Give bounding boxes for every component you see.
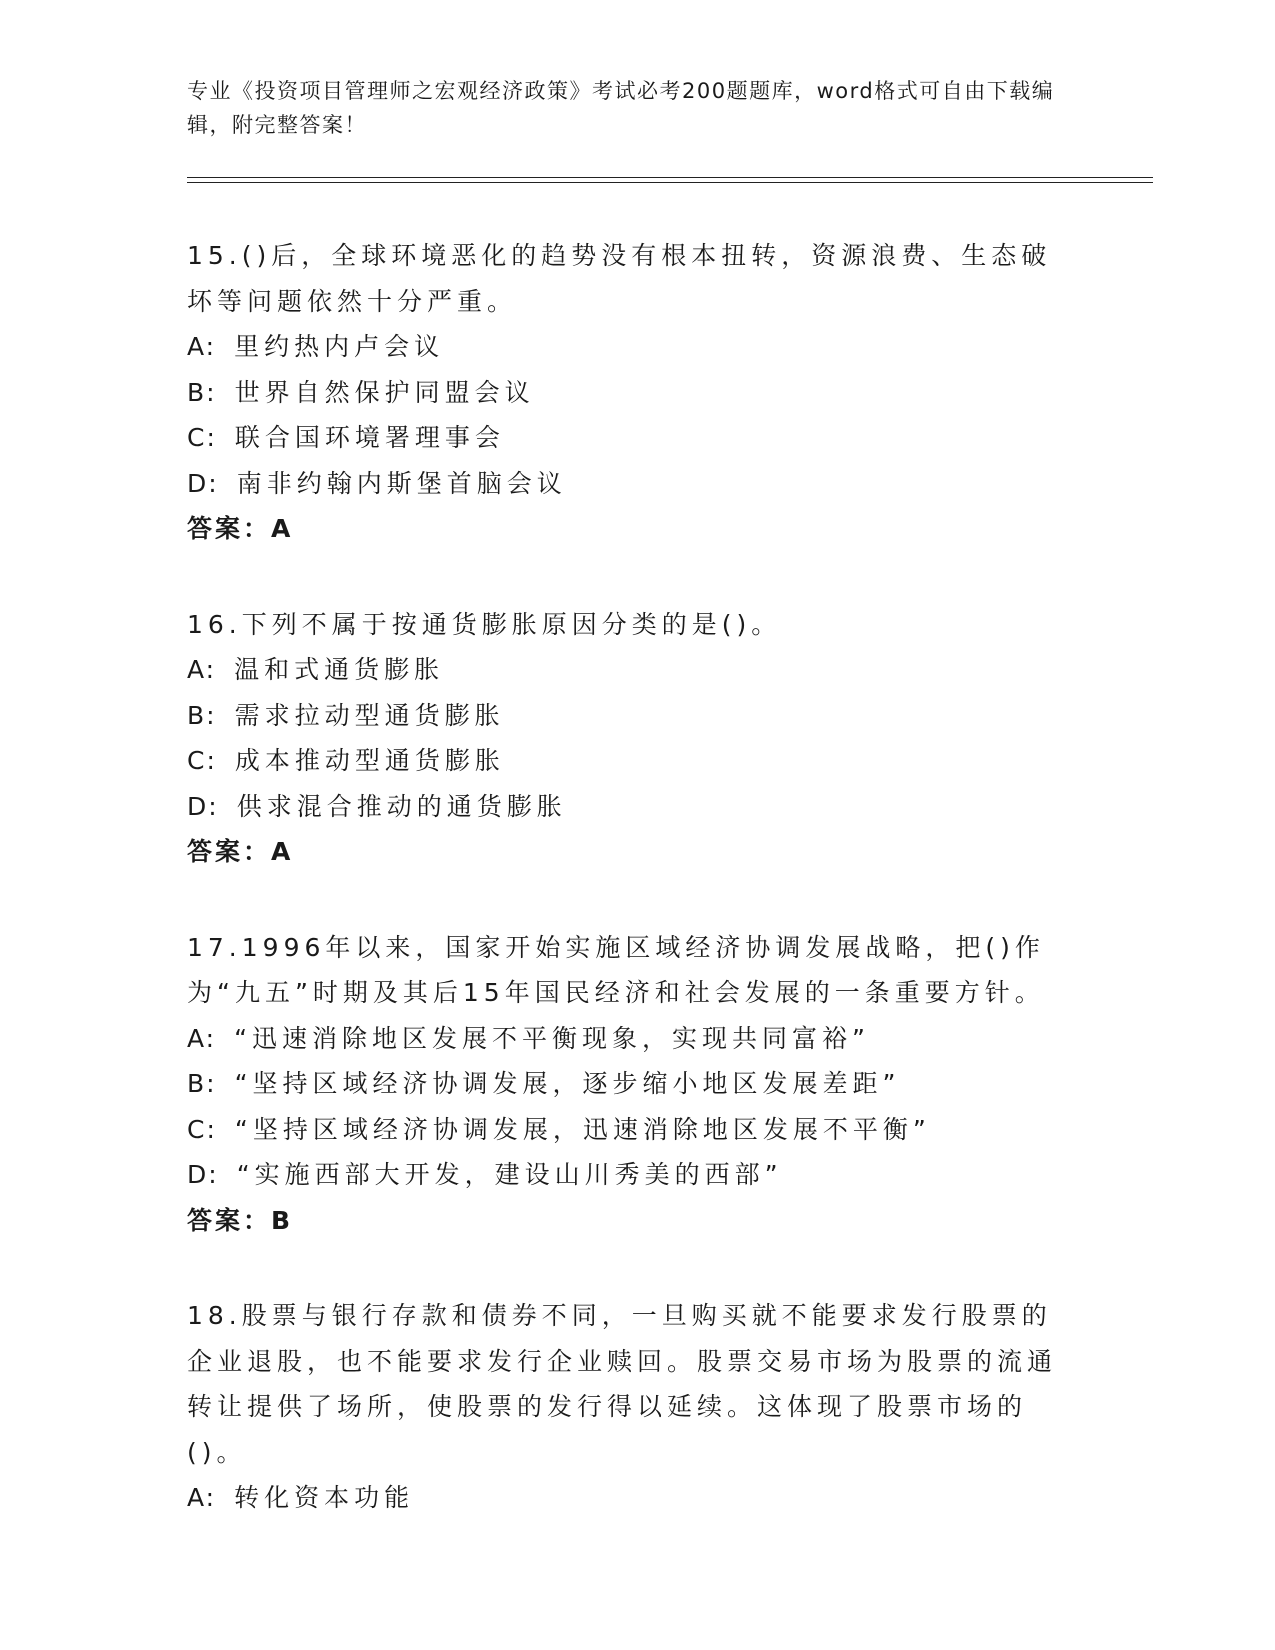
answer-line: 答案：A (187, 837, 294, 866)
answer-line: 答案：B (187, 1205, 294, 1235)
question-item (187, 602, 1087, 875)
option-text: 需求拉动型通货膨胀 (234, 700, 505, 730)
option-text: 联合国环境署理事会 (234, 423, 505, 452)
option-text: 供求混合推动的通货膨胀 (236, 791, 567, 821)
option-b (187, 1061, 1087, 1107)
header-divider-top (187, 177, 1153, 178)
option-label: B: (187, 700, 217, 730)
option-label: C: (187, 1114, 217, 1144)
option-label: A: (187, 1483, 217, 1512)
answer-line: 答案：A (187, 514, 294, 543)
header-divider-bottom (187, 182, 1153, 183)
option-text: 南非约翰内斯堡首脑会议 (236, 468, 567, 498)
question-item (187, 233, 1087, 552)
option-label: A: (187, 1023, 217, 1053)
question-stem: 16.下列不属于按通货膨胀原因分类的是()。 (187, 609, 782, 639)
option-text: 成本推动型通货膨胀 (234, 746, 505, 775)
question-stem: 17.1996年以来，国家开始实施区域经济协调发展战略，把()作为“九五”时期及其后15年国民经济和社会发展的一条重要方针。 (187, 932, 1045, 1007)
option-b (187, 370, 1087, 416)
option-c (187, 738, 1087, 784)
option-c (187, 415, 1087, 461)
option-a (187, 1016, 1087, 1062)
document-header: 专业《投资项目管理师之宏观经济政策》考试必考200题题库，word格式可自由下载编辑，附完整答案！ (187, 79, 1055, 137)
option-label: B: (187, 1069, 217, 1098)
option-label: C: (187, 746, 217, 775)
option-d (187, 461, 1087, 507)
option-label: D: (187, 791, 219, 821)
option-text: 里约热内卢会议 (234, 332, 445, 361)
option-label: D: (187, 1160, 219, 1189)
option-label: A: (187, 655, 217, 684)
option-label: B: (187, 377, 217, 407)
question-stem: 15.()后，全球环境恶化的趋势没有根本扭转，资源浪费、生态破坏等问题依然十分严重。 (187, 241, 1052, 316)
option-text: “坚持区域经济协调发展，逐步缩小地区发展差距” (234, 1069, 901, 1098)
option-text: “迅速消除地区发展不平衡现象，实现共同富裕” (234, 1023, 870, 1053)
option-c (187, 1107, 1087, 1153)
option-a (187, 1475, 1087, 1521)
option-text: “实施西部大开发，建设山川秀美的西部” (236, 1160, 783, 1189)
option-label: D: (187, 468, 219, 498)
option-d (187, 784, 1087, 830)
option-text: 世界自然保护同盟会议 (234, 377, 535, 407)
option-b (187, 693, 1087, 739)
question-item (187, 1293, 1087, 1521)
option-a (187, 647, 1087, 693)
option-text: 温和式通货膨胀 (234, 655, 445, 684)
question-item (187, 925, 1087, 1244)
option-text: “坚持区域经济协调发展，迅速消除地区发展不平衡” (234, 1114, 931, 1144)
option-label: C: (187, 423, 217, 452)
option-text: 转化资本功能 (234, 1483, 415, 1512)
option-d (187, 1152, 1087, 1198)
option-label: A: (187, 332, 217, 361)
question-stem: 18.股票与银行存款和债券不同，一旦购买就不能要求发行股票的企业退股，也不能要求发行企业赎回。股票交易市场为股票的流通转让提供了场所，使股票的发行得以延续。这体现了股票市场的()。 (187, 1301, 1058, 1467)
option-a (187, 324, 1087, 370)
question-list (187, 233, 1087, 1571)
